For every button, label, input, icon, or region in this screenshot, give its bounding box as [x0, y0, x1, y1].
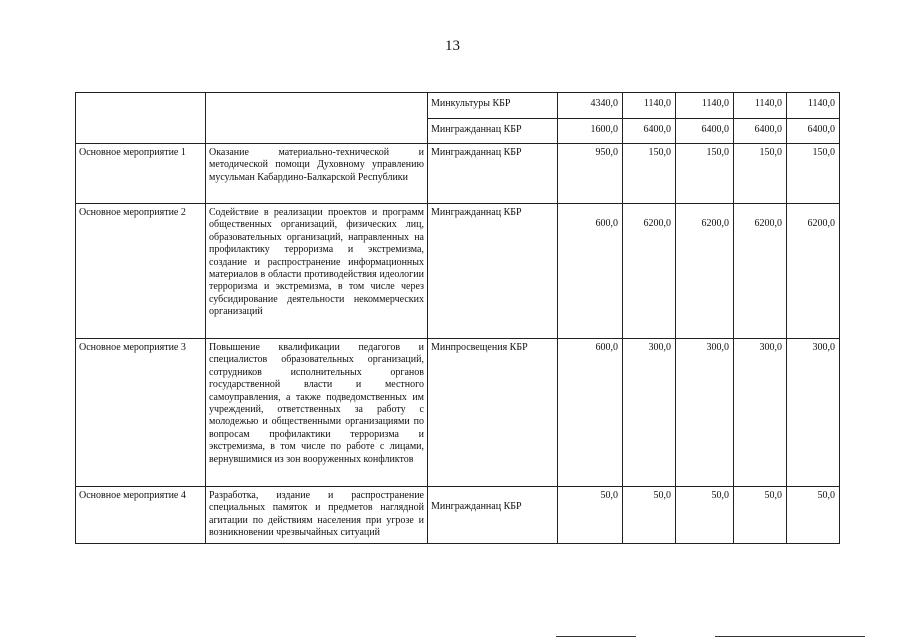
table-row — [76, 93, 840, 119]
page-number: 13 — [445, 38, 460, 54]
footer-rule-left — [556, 636, 636, 637]
value-cell: 600,0 — [558, 204, 623, 339]
value-cell: 6200,0 — [787, 204, 840, 339]
value-cell: 50,0 — [734, 487, 787, 544]
value-cell: 150,0 — [734, 144, 787, 204]
footer-rule-right — [715, 636, 865, 637]
measure-label-cell — [76, 93, 206, 144]
measure-description-cell — [206, 93, 428, 144]
value-cell: 150,0 — [623, 144, 676, 204]
measure-description-cell: Разработка, издание и распространение специальных памяток и предметов наглядной агитации по действиям населения при угрозе и возникновении чрезвычайных ситуаций — [206, 487, 428, 544]
value-cell: 1140,0 — [787, 93, 840, 119]
measure-description-cell: Оказание материально-технической и методической помощи Духовному управлению мусульман Кабардино-Балкарской Республики — [206, 144, 428, 204]
value-cell: 950,0 — [558, 144, 623, 204]
executor-cell: Минпросвещения КБР — [428, 339, 558, 487]
executor-cell: Минкультуры КБР — [428, 93, 558, 119]
executor-cell: Мингражданнац КБР — [428, 144, 558, 204]
value-cell: 50,0 — [558, 487, 623, 544]
value-cell: 6200,0 — [734, 204, 787, 339]
value-cell: 1140,0 — [676, 93, 734, 119]
value-cell: 6400,0 — [734, 119, 787, 144]
value-cell: 300,0 — [676, 339, 734, 487]
value-cell: 600,0 — [558, 339, 623, 487]
value-cell: 6200,0 — [623, 204, 676, 339]
measure-description-cell: Повышение квалификации педагогов и специалистов образовательных организаций, сотрудников исполнительных органов государственной власти и местного самоуправления, а также подведомственных им учреждений, ответственных за работу с молодежью и общественными организациями по вопросам профилактики терроризма и экстремизма, в том числе по работе с лицами, вернувшимися из зон вооруженных конфликтов — [206, 339, 428, 487]
executor-cell: Мингражданнац КБР — [428, 204, 558, 339]
measure-label-cell: Основное мероприятие 3 — [76, 339, 206, 487]
value-cell: 150,0 — [676, 144, 734, 204]
value-cell: 6200,0 — [676, 204, 734, 339]
value-cell: 50,0 — [787, 487, 840, 544]
table-row — [76, 339, 840, 487]
value-cell: 6400,0 — [676, 119, 734, 144]
measure-label-cell: Основное мероприятие 2 — [76, 204, 206, 339]
value-cell: 1140,0 — [623, 93, 676, 119]
value-cell: 6400,0 — [787, 119, 840, 144]
measure-description-cell: Содействие в реализации проектов и программ общественных организаций, физических лиц, образовательных организаций, направленных на профилактику терроризма и экстремизма, создание и распространение информационных материалов в области противодействия идеологии терроризма и экстремизма, в том числе через субсидирование деятельности некоммерческих организаций — [206, 204, 428, 339]
table-row — [76, 204, 840, 339]
value-cell: 150,0 — [787, 144, 840, 204]
value-cell: 300,0 — [734, 339, 787, 487]
value-cell: 300,0 — [787, 339, 840, 487]
executor-cell: Мингражданнац КБР — [428, 487, 558, 544]
value-cell: 50,0 — [623, 487, 676, 544]
value-cell: 50,0 — [676, 487, 734, 544]
value-cell: 6400,0 — [623, 119, 676, 144]
value-cell: 300,0 — [623, 339, 676, 487]
value-cell: 1600,0 — [558, 119, 623, 144]
value-cell: 1140,0 — [734, 93, 787, 119]
program-measures-table — [75, 92, 840, 544]
executor-cell: Мингражданнац КБР — [428, 119, 558, 144]
table-row — [76, 487, 840, 544]
measure-label-cell: Основное мероприятие 1 — [76, 144, 206, 204]
value-cell: 4340,0 — [558, 93, 623, 119]
table-row — [76, 144, 840, 204]
measure-label-cell: Основное мероприятие 4 — [76, 487, 206, 544]
